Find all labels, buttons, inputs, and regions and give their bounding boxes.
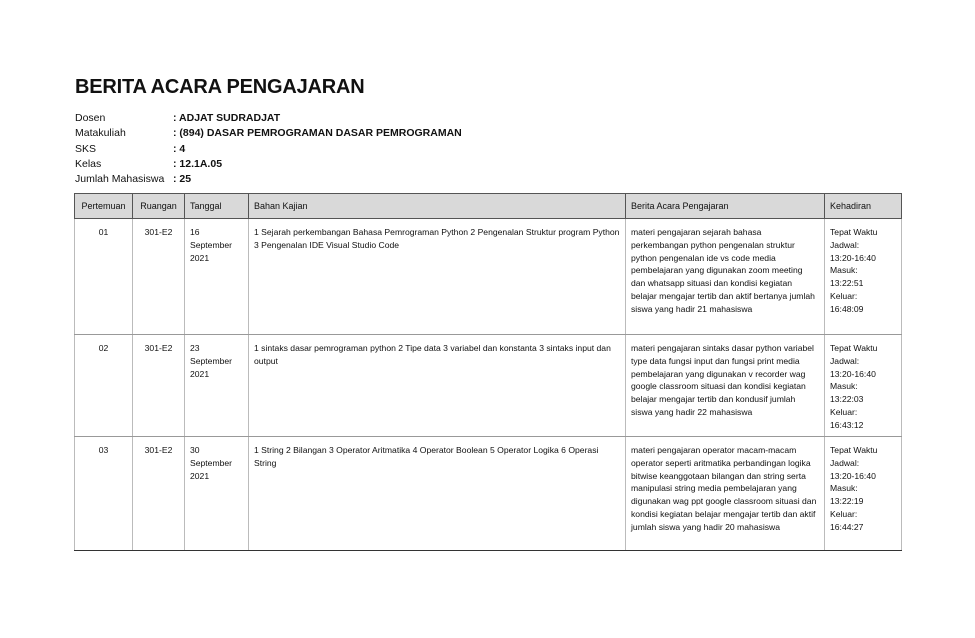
info-row-dosen	[75, 111, 462, 126]
table-row	[75, 437, 902, 551]
cell-berita-acara: materi pengajaran operator macam-macam operator seperti aritmatika perbandingan logika bitwise keanggotaan bilangan dan string serta manipulasi string media pembelajaran yang digunakan wag ppt google classroom situasi dan kondisi kegiatan belajar mengajar tertib dan aktif jumlah siswa yang hadir 20 mahasiswa	[626, 437, 825, 551]
cell-kehadiran: Tepat Waktu Jadwal: 13:20-16:40 Masuk: 13:22:51 Keluar: 16:48:09	[825, 219, 902, 335]
cell-kehadiran: Tepat Waktu Jadwal: 13:20-16:40 Masuk: 13:22:03 Keluar: 16:43:12	[825, 335, 902, 437]
info-row-jumlah-mahasiswa	[75, 172, 462, 187]
cell-bahan-kajian: 1 sintaks dasar pemrograman python 2 Tipe data 3 variabel dan konstanta 3 sintaks input dan output	[249, 335, 626, 437]
cell-tanggal: 30 September 2021	[185, 437, 249, 551]
column-header-pertemuan: Pertemuan	[75, 194, 133, 219]
table-header-row	[75, 194, 902, 219]
attendance-table	[74, 193, 902, 551]
cell-tanggal: 23 September 2021	[185, 335, 249, 437]
cell-berita-acara: materi pengajaran sejarah bahasa perkembangan python pengenalan struktur python pengenalan ide vs code media pembelajaran yang digunakan zoom meeting dan whatsapp situasi dan kondisi kegiatan belajar mengajar tertib dan aktif bertanya jumlah siswa yang hadir 21 mahasiswa	[626, 219, 825, 335]
info-label: Matakuliah	[75, 127, 126, 140]
cell-pertemuan: 02	[75, 335, 133, 437]
document-title: BERITA ACARA PENGAJARAN	[75, 76, 365, 98]
table-row	[75, 335, 902, 437]
column-header-tanggal: Tanggal	[185, 194, 249, 219]
cell-ruangan: 301-E2	[133, 335, 185, 437]
cell-ruangan: 301-E2	[133, 219, 185, 335]
info-label: SKS	[75, 142, 97, 155]
cell-ruangan: 301-E2	[133, 437, 185, 551]
cell-berita-acara: materi pengajaran sintaks dasar python variabel type data fungsi input dan fungsi print media pembelajaran yang digunakan v recorder wag google classroom situasi dan kondisi kegiatan belajar mengajar tertib dan kondusif jumlah siswa yang hadir 22 mahasiswa	[626, 335, 825, 437]
info-value: : 12.1A.05	[173, 157, 223, 170]
cell-tanggal: 16 September 2021	[185, 219, 249, 335]
info-row-matakuliah	[75, 126, 462, 141]
cell-bahan-kajian: 1 Sejarah perkembangan Bahasa Pemrograman Python 2 Pengenalan Struktur program Python 3 Pengenalan IDE Visual Studio Code	[249, 219, 626, 335]
column-header-berita-acara: Berita Acara Pengajaran	[626, 194, 825, 219]
info-label: Dosen	[75, 112, 106, 124]
info-value: : (894) DASAR PEMROGRAMAN DASAR PEMROGRAMAN	[173, 127, 462, 140]
info-label: Jumlah Mahasiswa	[75, 173, 165, 186]
column-header-bahan-kajian: Bahan Kajian	[249, 194, 626, 219]
column-header-kehadiran: Kehadiran	[825, 194, 902, 219]
info-row-sks	[75, 142, 462, 157]
table-row	[75, 219, 902, 335]
cell-pertemuan: 01	[75, 219, 133, 335]
info-row-kelas	[75, 157, 462, 172]
column-header-ruangan: Ruangan	[133, 194, 185, 219]
info-value: : 25	[173, 173, 192, 186]
info-value: : ADJAT SUDRADJAT	[173, 112, 281, 124]
info-value: : 4	[173, 142, 186, 155]
course-info	[75, 111, 462, 187]
info-label: Kelas	[75, 157, 102, 170]
cell-pertemuan: 03	[75, 437, 133, 551]
cell-bahan-kajian: 1 String 2 Bilangan 3 Operator Aritmatika 4 Operator Boolean 5 Operator Logika 6 Operasi String	[249, 437, 626, 551]
cell-kehadiran: Tepat Waktu Jadwal: 13:20-16:40 Masuk: 13:22:19 Keluar: 16:44:27	[825, 437, 902, 551]
